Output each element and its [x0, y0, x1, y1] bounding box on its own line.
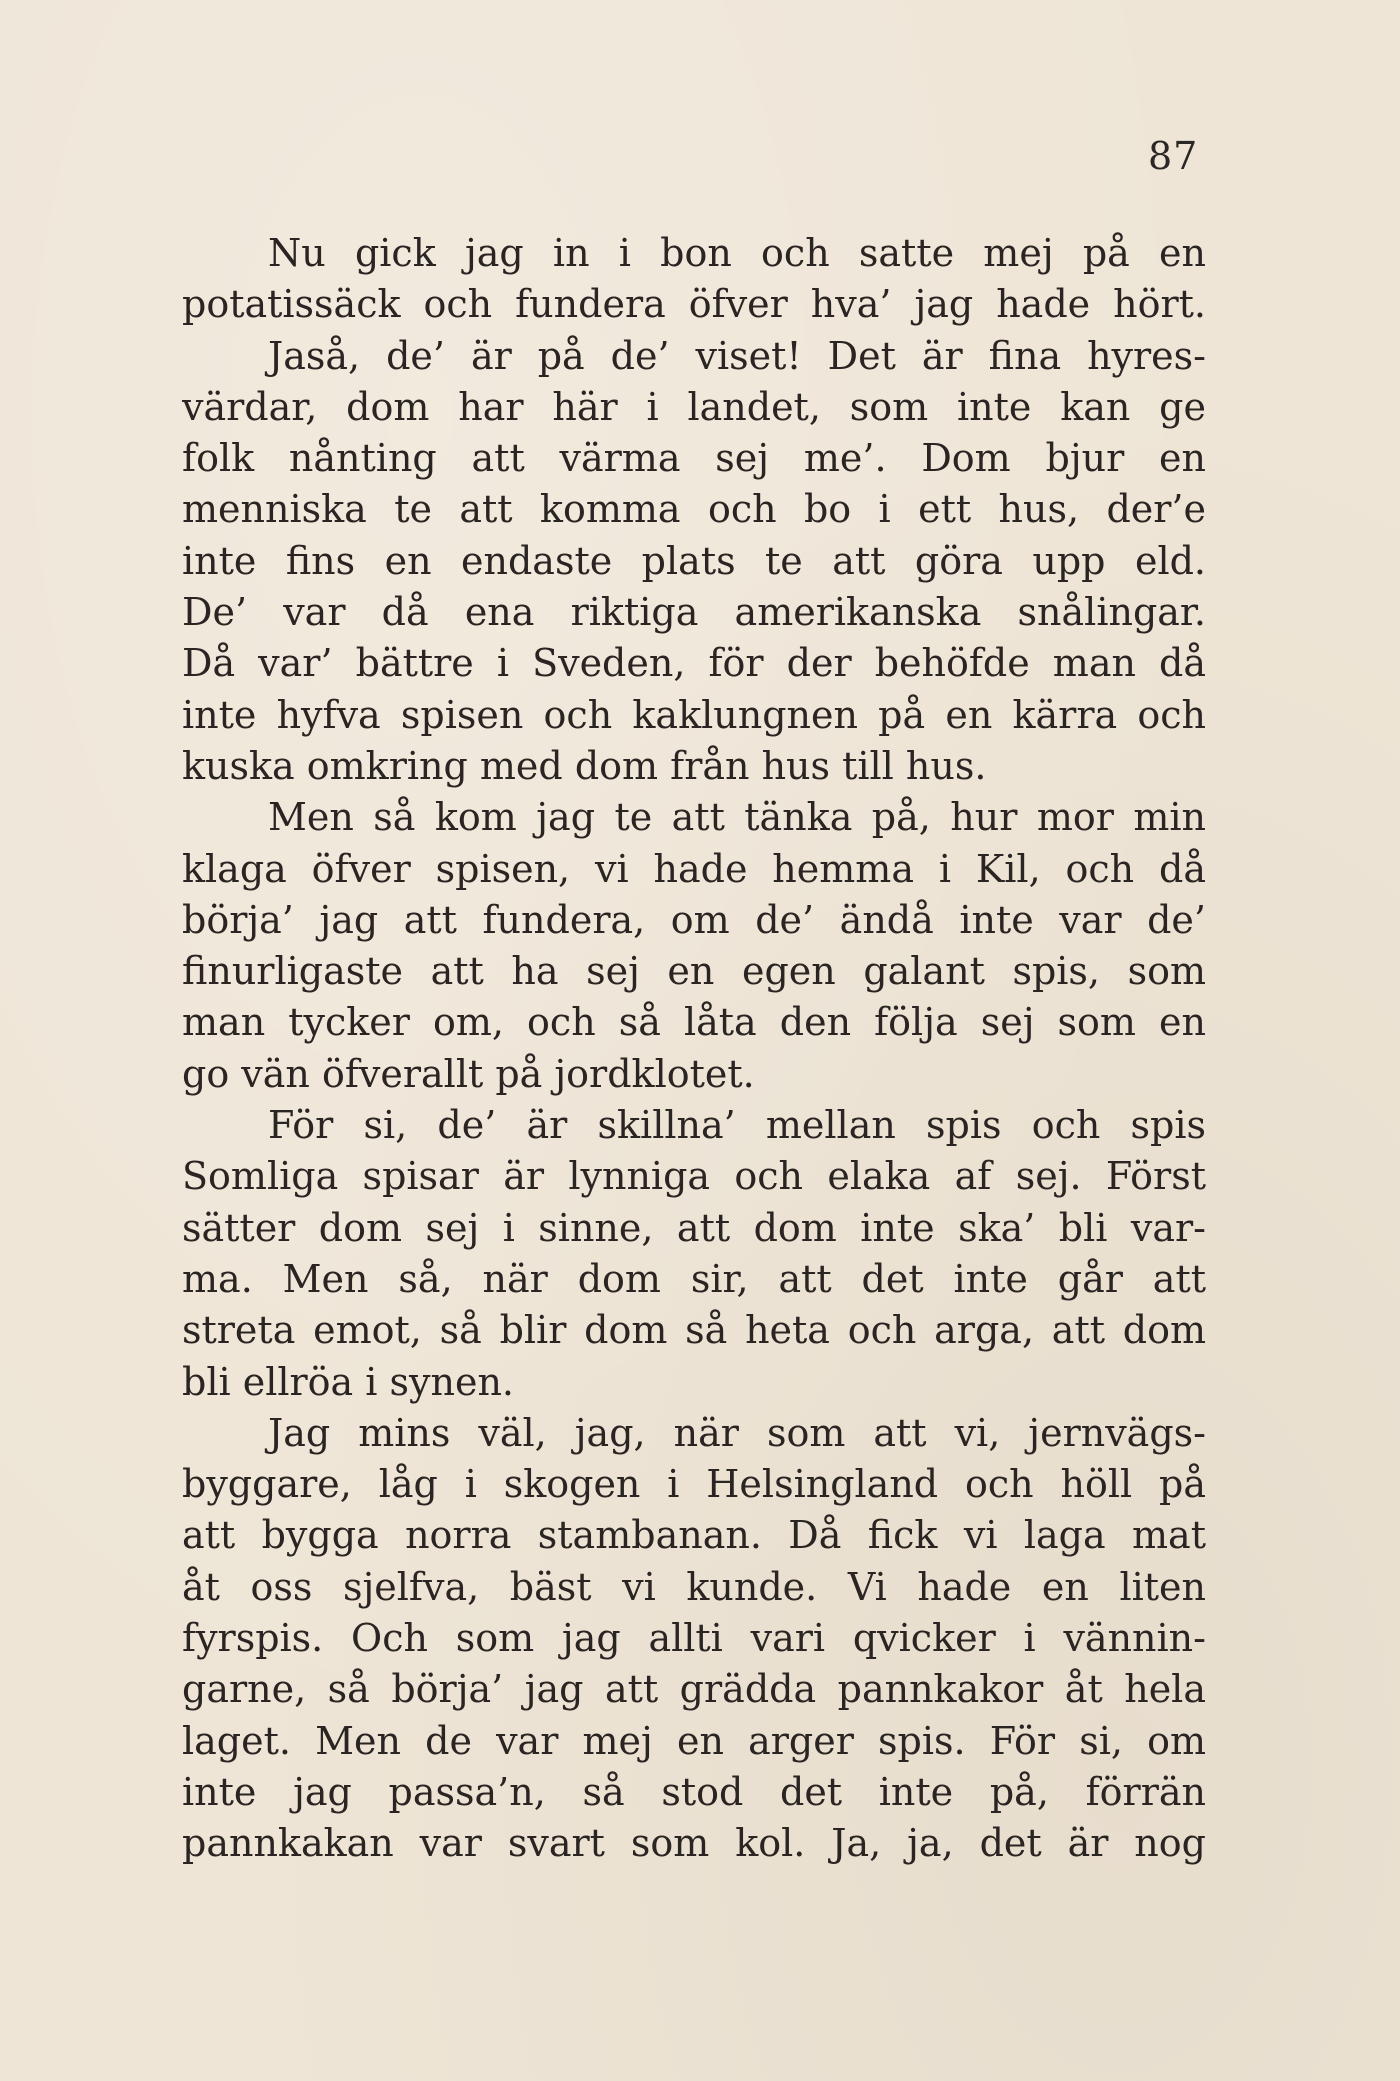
- body-text: [182, 228, 1206, 1870]
- text-line: finurligaste att ha sej en egen galant spis, som: [182, 949, 1206, 994]
- text-line: åt oss sjelfva, bäst vi kunde. Vi hade en liten: [182, 1564, 1206, 1609]
- text-line: sätter dom sej i sinne, att dom inte ska’ bli var-: [182, 1205, 1206, 1250]
- text-line: man tycker om, och så låta den följa sej som en: [182, 1000, 1206, 1045]
- text-line: att bygga norra stambanan. Då fick vi laga mat: [182, 1513, 1206, 1558]
- page-number: 87: [1148, 134, 1199, 178]
- text-line: De’ var då ena riktiga amerikanska snålingar.: [182, 590, 1206, 635]
- text-line: ma. Men så, när dom sir, att det inte går att: [182, 1256, 1206, 1301]
- text-line: potatissäck och fundera öfver hva’ jag hade hört.: [182, 282, 1206, 327]
- text-line: inte fins en endaste plats te att göra upp eld.: [182, 538, 1206, 583]
- text-line: Men så kom jag te att tänka på, hur mor min: [268, 795, 1206, 840]
- text-line: Nu gick jag in i bon och satte mej på en: [268, 231, 1206, 275]
- text-line: kuska omkring med dom från hus till hus.: [182, 743, 987, 788]
- text-line: menniska te att komma och bo i ett hus, der’e: [182, 487, 1206, 532]
- text-line: folk nånting att värma sej me’. Dom bjur en: [182, 436, 1206, 481]
- text-line: fyrspis. Och som jag allti vari qvicker i vännin-: [182, 1616, 1206, 1661]
- text-line: byggare, låg i skogen i Helsingland och höll på: [182, 1462, 1206, 1507]
- text-line: Somliga spisar är lynniga och elaka af sej. Först: [182, 1154, 1206, 1199]
- text-line: inte jag passa’n, så stod det inte på, förrän: [182, 1769, 1206, 1814]
- text-line: bli ellröa i synen.: [182, 1359, 514, 1404]
- text-line: Jag mins väl, jag, när som att vi, jernvägs-: [268, 1410, 1206, 1455]
- text-line: garne, så börja’ jag att grädda pannkakor åt hela: [182, 1667, 1206, 1712]
- text-line: börja’ jag att fundera, om de’ ändå inte var de’: [182, 897, 1206, 942]
- text-line: inte hyfva spisen och kaklungnen på en kärra och: [182, 692, 1206, 737]
- text-line: pannkakan var svart som kol. Ja, ja, det är nog: [182, 1821, 1206, 1866]
- text-line: go vän öfverallt på jordklotet.: [182, 1051, 755, 1096]
- text-line: Jaså, de’ är på de’ viset! Det är fina hyres-: [268, 333, 1206, 378]
- text-line: klaga öfver spisen, vi hade hemma i Kil, och då: [182, 846, 1206, 891]
- text-line: värdar, dom har här i landet, som inte kan ge: [182, 384, 1206, 429]
- text-line: laget. Men de var mej en arger spis. För si, om: [182, 1718, 1206, 1763]
- text-line: Då var’ bättre i Sveden, för der behöfde man då: [182, 641, 1206, 686]
- text-line: För si, de’ är skillna’ mellan spis och spis: [268, 1103, 1206, 1148]
- text-line: streta emot, så blir dom så heta och arga, att dom: [182, 1308, 1206, 1353]
